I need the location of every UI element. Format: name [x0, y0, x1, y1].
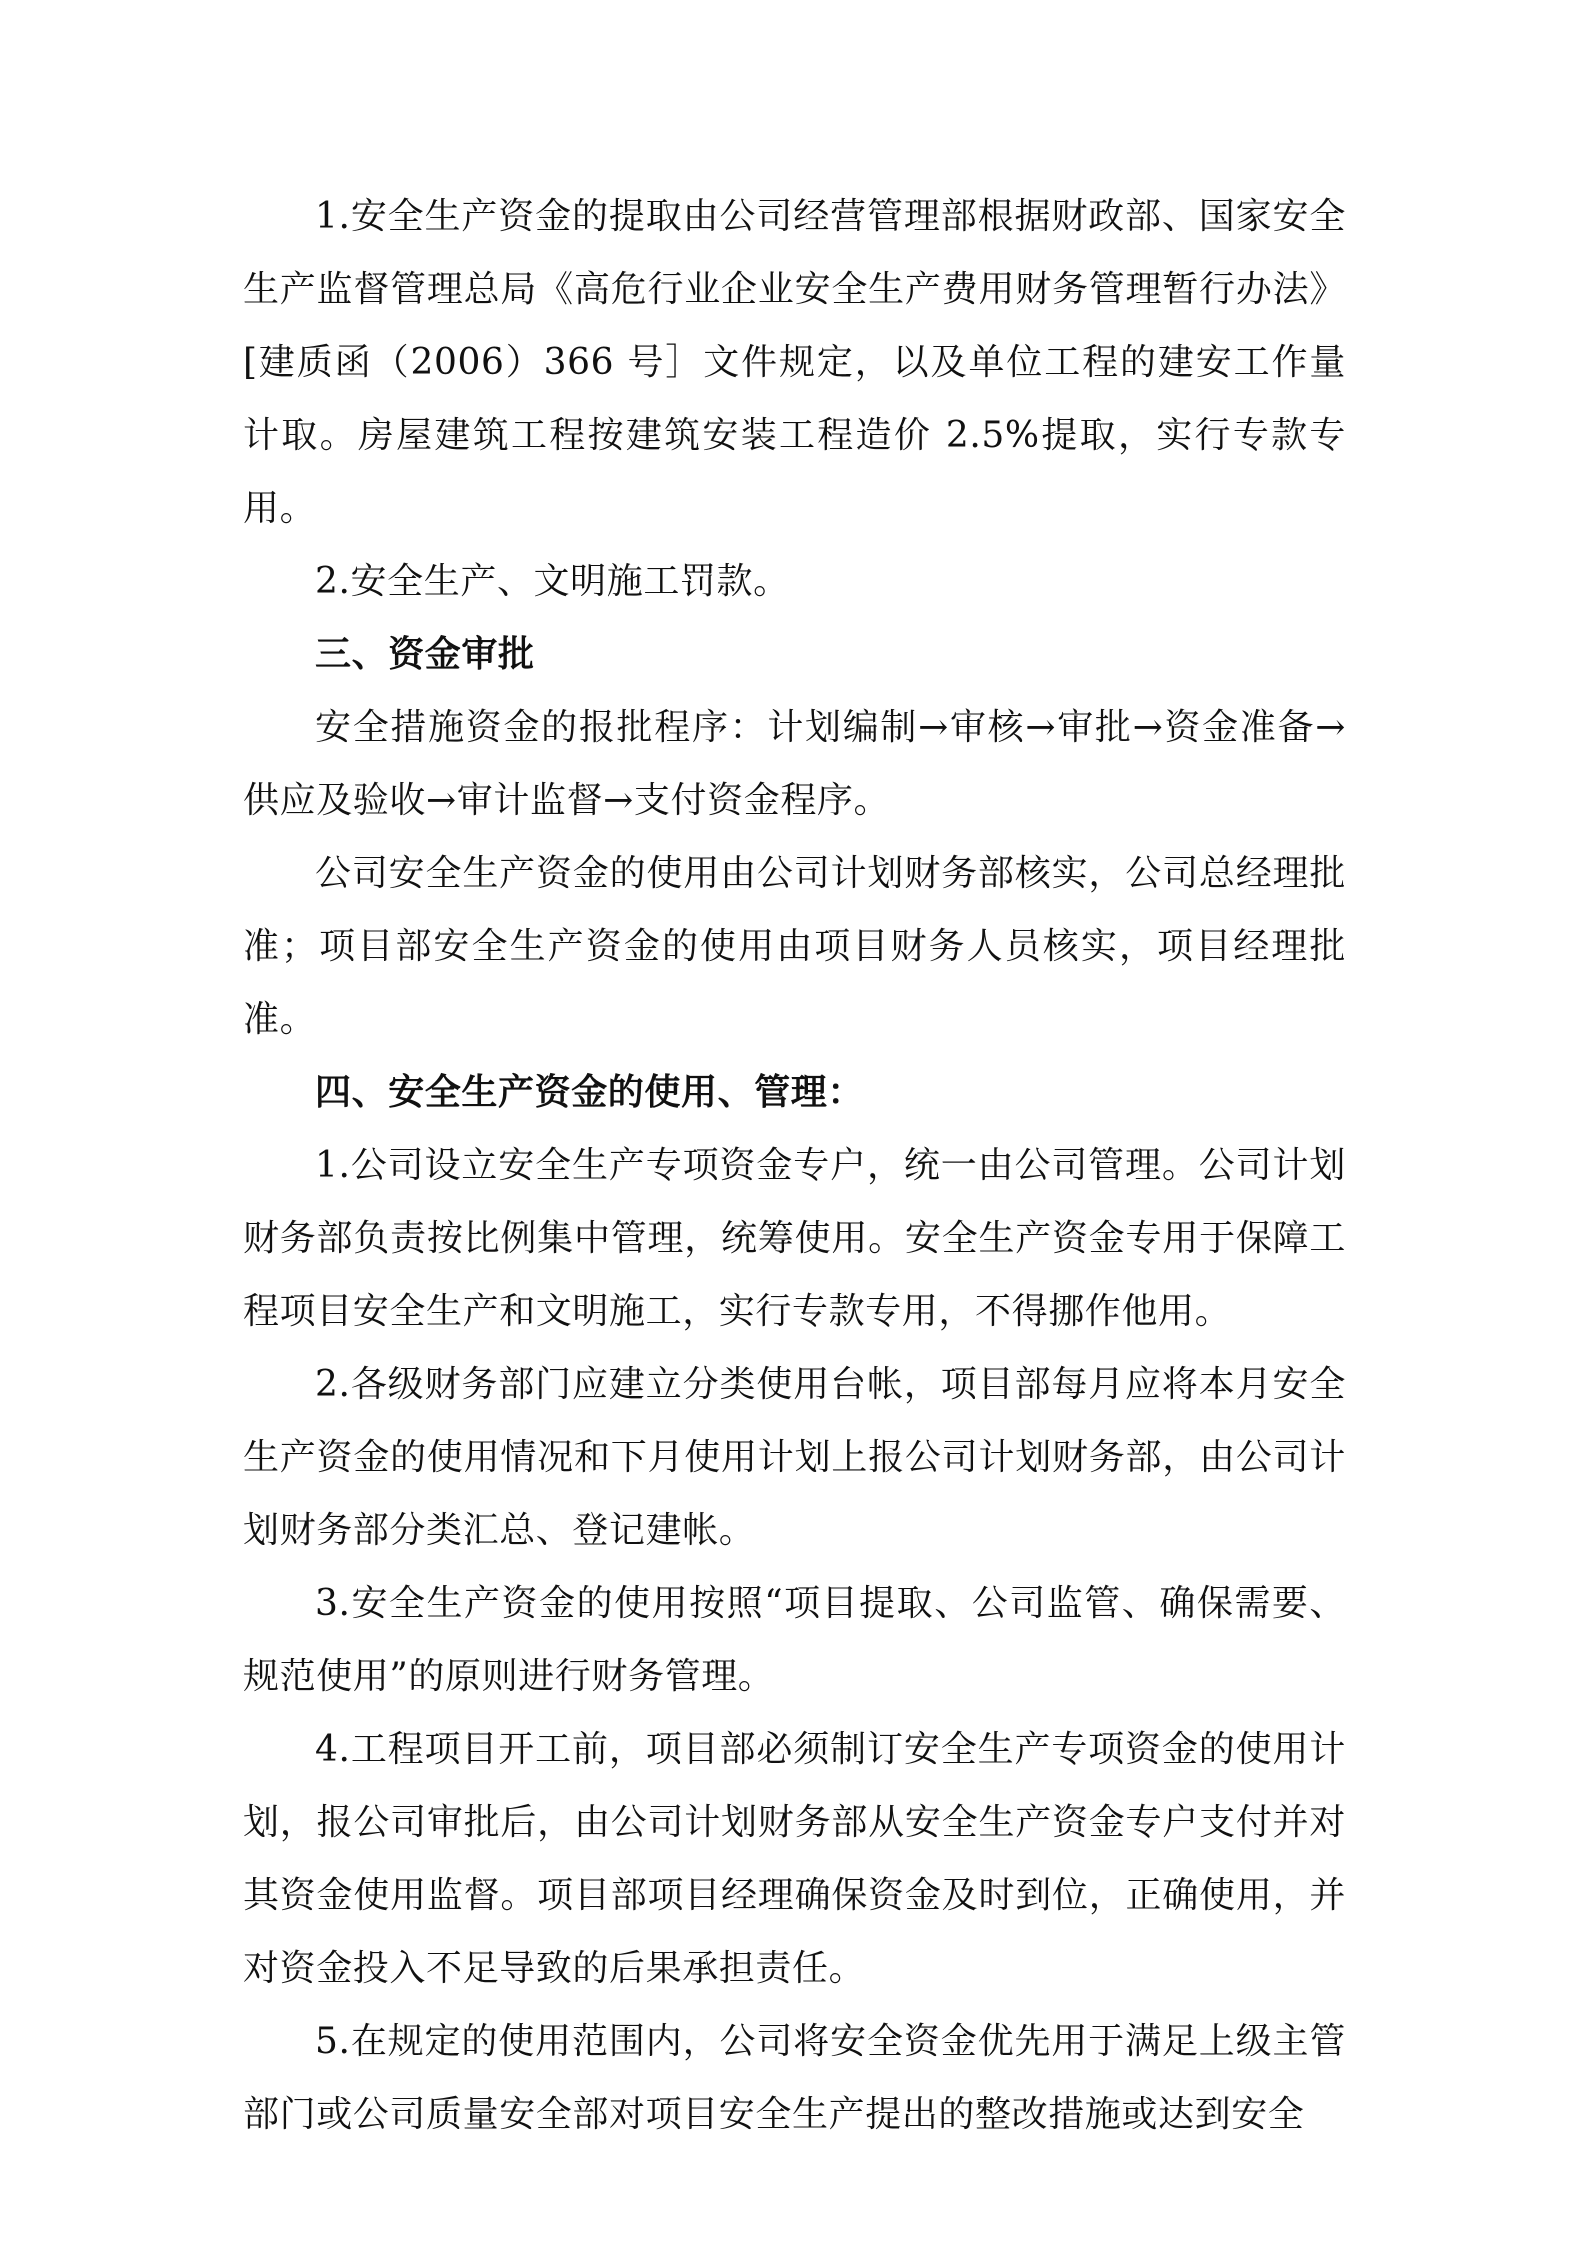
paragraph-project-plan: 4.工程项目开工前，项目部必须制订安全生产专项资金的使用计划，报公司审批后，由公司计划财务部从安全生产资金专户支付并对其资金使用监督。项目部项目经理确保资金及时到位，正确使用，并对资金投入不足导致的后果承担责任。	[243, 1729, 1346, 1989]
paragraph-principles: 3.安全生产资金的使用按照“项目提取、公司监管、确保需要、规范使用”的原则进行财务管理。	[243, 1583, 1346, 1697]
section-heading-fund-approval: 三、资金审批	[315, 633, 535, 675]
paragraph-ledger: 2.各级财务部门应建立分类使用台帐，项目部每月应将本月安全生产资金的使用情况和下月使用计划上报公司计划财务部，由公司计划财务部分类汇总、登记建帐。	[243, 1364, 1346, 1551]
paragraph-priority-use: 5.在规定的使用范围内，公司将安全资金优先用于满足上级主管部门或公司质量安全部对项目安全生产提出的整改措施或达到安全	[243, 2021, 1346, 2135]
document-body	[243, 180, 1346, 2151]
paragraph-approval-authority: 公司安全生产资金的使用由公司计划财务部核实，公司总经理批准；项目部安全生产资金的使用由项目财务人员核实，项目经理批准。	[243, 853, 1346, 1040]
paragraph-special-account: 1.公司设立安全生产专项资金专户，统一由公司管理。公司计划财务部负责按比例集中管理，统筹使用。安全生产资金专用于保障工程项目安全生产和文明施工，实行专款专用，不得挪作他用。	[243, 1145, 1346, 1332]
paragraph-approval-procedure: 安全措施资金的报批程序：计划编制→审核→审批→资金准备→供应及验收→审计监督→支付资金程序。	[243, 707, 1346, 821]
paragraph-fines: 2.安全生产、文明施工罚款。	[315, 561, 790, 602]
paragraph-fund-extraction: 1.安全生产资金的提取由公司经营管理部根据财政部、国家安全生产监督管理总局《高危行业企业安全生产费用财务管理暂行办法》[建质函（2006）366 号］文件规定，以及单位工程的建安工作量计取。房屋建筑工程按建筑安装工程造价 2.5%提取，实行专款专用。	[243, 196, 1346, 529]
section-heading-fund-use-management: 四、安全生产资金的使用、管理：	[315, 1071, 865, 1113]
